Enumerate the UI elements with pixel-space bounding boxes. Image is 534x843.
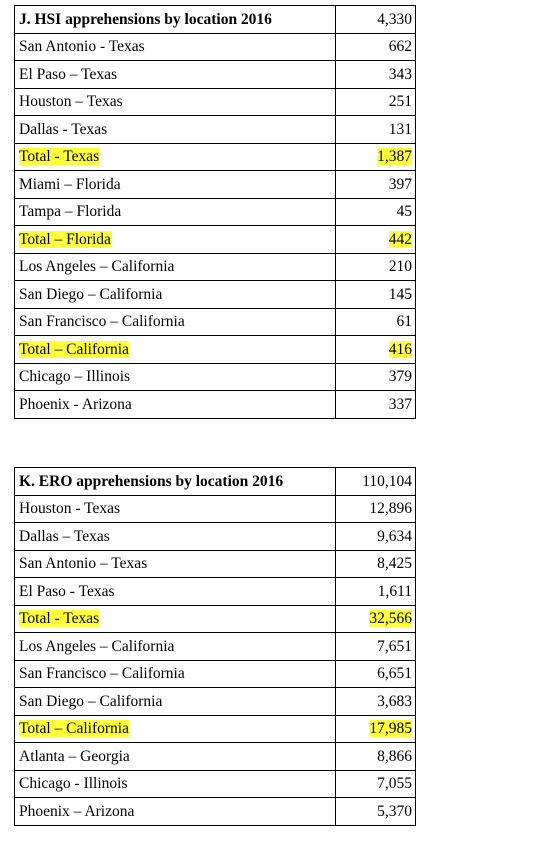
hsi-table-body — [15, 6, 416, 419]
location-cell — [15, 308, 336, 336]
count-cell — [336, 253, 416, 281]
location-cell — [15, 116, 336, 144]
location-cell — [15, 33, 336, 61]
location-label: Dallas - Texas — [19, 120, 108, 138]
location-cell — [15, 715, 336, 743]
table-row — [15, 523, 416, 551]
count-value: 6,651 — [377, 665, 412, 682]
count-value: 7,651 — [377, 637, 412, 655]
count-cell — [336, 226, 416, 254]
table-row — [15, 116, 416, 144]
location-label: San Antonio – Texas — [19, 555, 148, 572]
location-cell — [15, 61, 336, 89]
location-label: Dallas – Texas — [19, 527, 110, 545]
location-label: Los Angeles – California — [19, 637, 175, 655]
count-cell — [336, 578, 416, 606]
location-cell — [15, 143, 336, 171]
location-label: El Paso - Texas — [19, 582, 115, 600]
location-cell — [15, 198, 336, 226]
location-cell — [15, 495, 336, 523]
count-cell — [336, 660, 416, 688]
table-title: K. ERO apprehensions by location 2016 — [15, 468, 336, 496]
count-value: 131 — [388, 120, 412, 138]
location-label: Phoenix – Arizona — [19, 802, 135, 820]
count-cell — [336, 550, 416, 578]
location-label: Atlanta – Georgia — [19, 747, 130, 765]
table-row — [15, 578, 416, 606]
location-cell — [15, 578, 336, 606]
table-row — [15, 798, 416, 826]
location-label: San Francisco – California — [19, 313, 185, 330]
count-value: 45 — [396, 203, 412, 220]
table-row — [15, 33, 416, 61]
location-cell — [15, 798, 336, 826]
table-row — [15, 308, 416, 336]
count-value: 662 — [388, 38, 412, 55]
location-cell — [15, 336, 336, 364]
count-cell — [336, 336, 416, 364]
location-label: San Diego – California — [19, 285, 163, 303]
count-value: 17,985 — [369, 720, 412, 737]
table-total-row — [15, 226, 416, 254]
location-label: Total – California — [19, 720, 129, 737]
count-cell — [336, 523, 416, 551]
table-row — [15, 688, 416, 716]
count-value: 397 — [388, 175, 412, 193]
count-cell — [336, 715, 416, 743]
count-value: 210 — [388, 258, 412, 275]
count-value: 145 — [388, 285, 412, 303]
count-value: 12,896 — [369, 500, 412, 517]
table-row — [15, 198, 416, 226]
count-cell — [336, 605, 416, 633]
location-cell — [15, 550, 336, 578]
ero-apprehensions-table — [14, 467, 416, 826]
table-row — [15, 253, 416, 281]
location-label: San Antonio - Texas — [19, 38, 145, 55]
table-row — [15, 770, 416, 798]
location-label: Chicago - Illinois — [19, 775, 128, 792]
count-value: 5,370 — [377, 802, 412, 820]
count-cell — [336, 363, 416, 391]
table-row — [15, 550, 416, 578]
location-cell — [15, 391, 336, 419]
location-label: Miami – Florida — [19, 175, 121, 193]
count-value: 9,634 — [377, 527, 412, 545]
table-row — [15, 660, 416, 688]
count-cell — [336, 495, 416, 523]
location-cell — [15, 88, 336, 116]
location-label: El Paso – Texas — [19, 65, 118, 83]
table-row — [15, 171, 416, 199]
table-total-value: 110,104 — [336, 468, 416, 496]
count-value: 7,055 — [377, 775, 412, 792]
count-value: 3,683 — [377, 692, 412, 710]
location-label: Houston – Texas — [19, 93, 123, 110]
location-label: Chicago – Illinois — [19, 368, 131, 385]
table-total-row — [15, 605, 416, 633]
location-label: Total – Florida — [19, 230, 111, 248]
location-label: Total - Texas — [19, 610, 100, 627]
table-total-row — [15, 143, 416, 171]
count-cell — [336, 88, 416, 116]
table-title: J. HSI apprehensions by location 2016 — [15, 6, 336, 34]
location-cell — [15, 253, 336, 281]
count-cell — [336, 798, 416, 826]
count-value: 8,866 — [377, 747, 412, 765]
count-cell — [336, 743, 416, 771]
count-cell — [336, 281, 416, 309]
count-value: 343 — [388, 65, 412, 83]
count-value: 251 — [388, 93, 412, 110]
count-cell — [336, 770, 416, 798]
location-label: Total – California — [19, 340, 129, 358]
location-cell — [15, 605, 336, 633]
table-row — [15, 391, 416, 419]
count-cell — [336, 688, 416, 716]
location-cell — [15, 363, 336, 391]
location-cell — [15, 226, 336, 254]
count-cell — [336, 61, 416, 89]
location-cell — [15, 633, 336, 661]
table-row — [15, 88, 416, 116]
location-cell — [15, 523, 336, 551]
location-cell — [15, 281, 336, 309]
location-cell — [15, 660, 336, 688]
location-label: Los Angeles – California — [19, 258, 175, 275]
table-row — [15, 633, 416, 661]
location-cell — [15, 688, 336, 716]
count-cell — [336, 198, 416, 226]
count-value: 61 — [396, 313, 412, 330]
count-cell — [336, 33, 416, 61]
count-cell — [336, 116, 416, 144]
location-label: Tampa – Florida — [19, 203, 122, 220]
location-label: Phoenix - Arizona — [19, 395, 132, 413]
count-value: 32,566 — [369, 610, 412, 627]
ero-table-body — [15, 468, 416, 826]
count-value: 1,611 — [377, 582, 412, 600]
table-row — [15, 495, 416, 523]
table-row — [15, 743, 416, 771]
location-cell — [15, 743, 336, 771]
table-total-row — [15, 336, 416, 364]
hsi-apprehensions-table — [14, 5, 416, 419]
table-total-value: 4,330 — [336, 6, 416, 34]
table-header-row — [15, 6, 416, 34]
location-cell — [15, 770, 336, 798]
count-value: 337 — [388, 395, 412, 413]
count-cell — [336, 308, 416, 336]
location-label: San Francisco – California — [19, 665, 185, 682]
count-cell — [336, 143, 416, 171]
count-cell — [336, 171, 416, 199]
table-row — [15, 363, 416, 391]
table-header-row — [15, 468, 416, 496]
location-label: Total - Texas — [19, 148, 100, 165]
location-cell — [15, 171, 336, 199]
location-label: San Diego – California — [19, 692, 163, 710]
count-value: 442 — [388, 230, 412, 248]
count-cell — [336, 633, 416, 661]
location-label: Houston - Texas — [19, 500, 121, 517]
count-value: 416 — [388, 340, 412, 358]
table-row — [15, 61, 416, 89]
table-total-row — [15, 715, 416, 743]
count-value: 379 — [388, 368, 412, 385]
count-cell — [336, 391, 416, 419]
table-row — [15, 281, 416, 309]
count-value: 1,387 — [377, 148, 412, 165]
count-value: 8,425 — [377, 555, 412, 572]
